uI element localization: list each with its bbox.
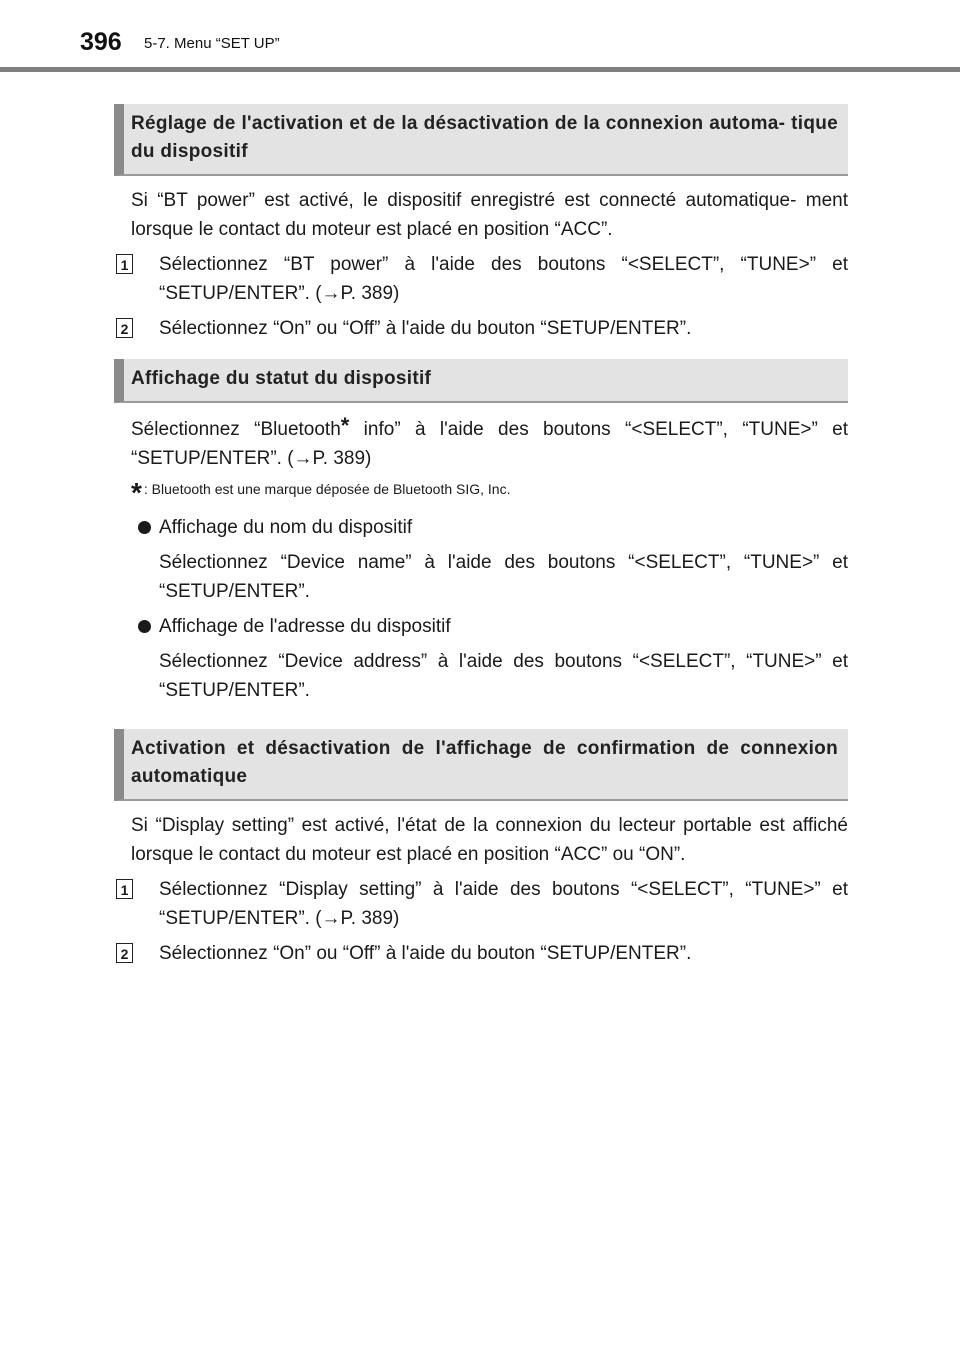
- section-title-device-status: Affichage du statut du dispositif: [114, 359, 848, 403]
- footnote-text: : Bluetooth est une marque déposée de Bluetooth SIG, Inc.: [143, 481, 511, 497]
- step-item: [114, 939, 848, 968]
- page-header: [0, 0, 960, 92]
- bullet-item: [114, 513, 848, 542]
- step-number: 1: [116, 879, 133, 899]
- bullet-label: Affichage de l'adresse du dispositif: [159, 616, 451, 637]
- step-number: 2: [116, 318, 133, 338]
- intro-text-a: Sélectionnez “Bluetooth: [131, 419, 341, 440]
- step-number: 2: [116, 943, 133, 963]
- section-title-connection-display: Activation et désactivation de l'affichage de confirmation de connexion automatique: [114, 729, 848, 801]
- footnote-asterisk: *: [131, 477, 142, 508]
- step-item: [114, 250, 848, 308]
- step-number: 1: [116, 254, 133, 274]
- step-item: [114, 875, 848, 933]
- section-title-auto-connect: Réglage de l'activation et de la désactivation de la connexion automa- tique du dispositif: [114, 104, 848, 176]
- step-text: Sélectionnez “BT power” à l'aide des boutons “<SELECT”, “TUNE>” et “SETUP/ENTER”. (→P. 389): [159, 254, 848, 304]
- footnote: [114, 477, 848, 508]
- asterisk-mark: *: [340, 413, 350, 438]
- auto-connect-intro: Si “BT power” est activé, le dispositif enregistré est connecté automatique- ment lorsque le contact du moteur est placé en position “ACC”.: [131, 190, 848, 240]
- header-divider: [0, 67, 960, 72]
- intro-text-b: info” à l'aide des boutons “<SELECT”, “TUNE>” et “SETUP/ENTER”. (→P. 389): [131, 419, 848, 469]
- device-status-intro: [114, 415, 848, 473]
- section-breadcrumb: 5-7. Menu “SET UP”: [144, 35, 280, 52]
- bullet-label: Affichage du nom du dispositif: [159, 517, 413, 538]
- bullet-detail: Sélectionnez “Device address” à l'aide des boutons “<SELECT”, “TUNE>” et “SETUP/ENTER”.: [159, 651, 848, 701]
- page-number: 396: [80, 28, 122, 56]
- step-text: Sélectionnez “On” ou “Off” à l'aide du bouton “SETUP/ENTER”.: [159, 318, 692, 339]
- page-content: [114, 104, 848, 968]
- bullet-detail: Sélectionnez “Device name” à l'aide des boutons “<SELECT”, “TUNE>” et “SETUP/ENTER”.: [159, 552, 848, 602]
- connection-display-intro: Si “Display setting” est activé, l'état de la connexion du lecteur portable est affiché lorsque le contact du moteur est placé en position “ACC” ou “ON”.: [131, 815, 848, 865]
- step-text: Sélectionnez “Display setting” à l'aide des boutons “<SELECT”, “TUNE>” et “SETUP/ENTER”. (→P. 389): [159, 879, 848, 929]
- bullet-icon: [138, 521, 151, 534]
- bullet-item: [114, 612, 848, 641]
- bullet-icon: [138, 620, 151, 633]
- step-item: [114, 314, 848, 343]
- step-text: Sélectionnez “On” ou “Off” à l'aide du bouton “SETUP/ENTER”.: [159, 943, 692, 964]
